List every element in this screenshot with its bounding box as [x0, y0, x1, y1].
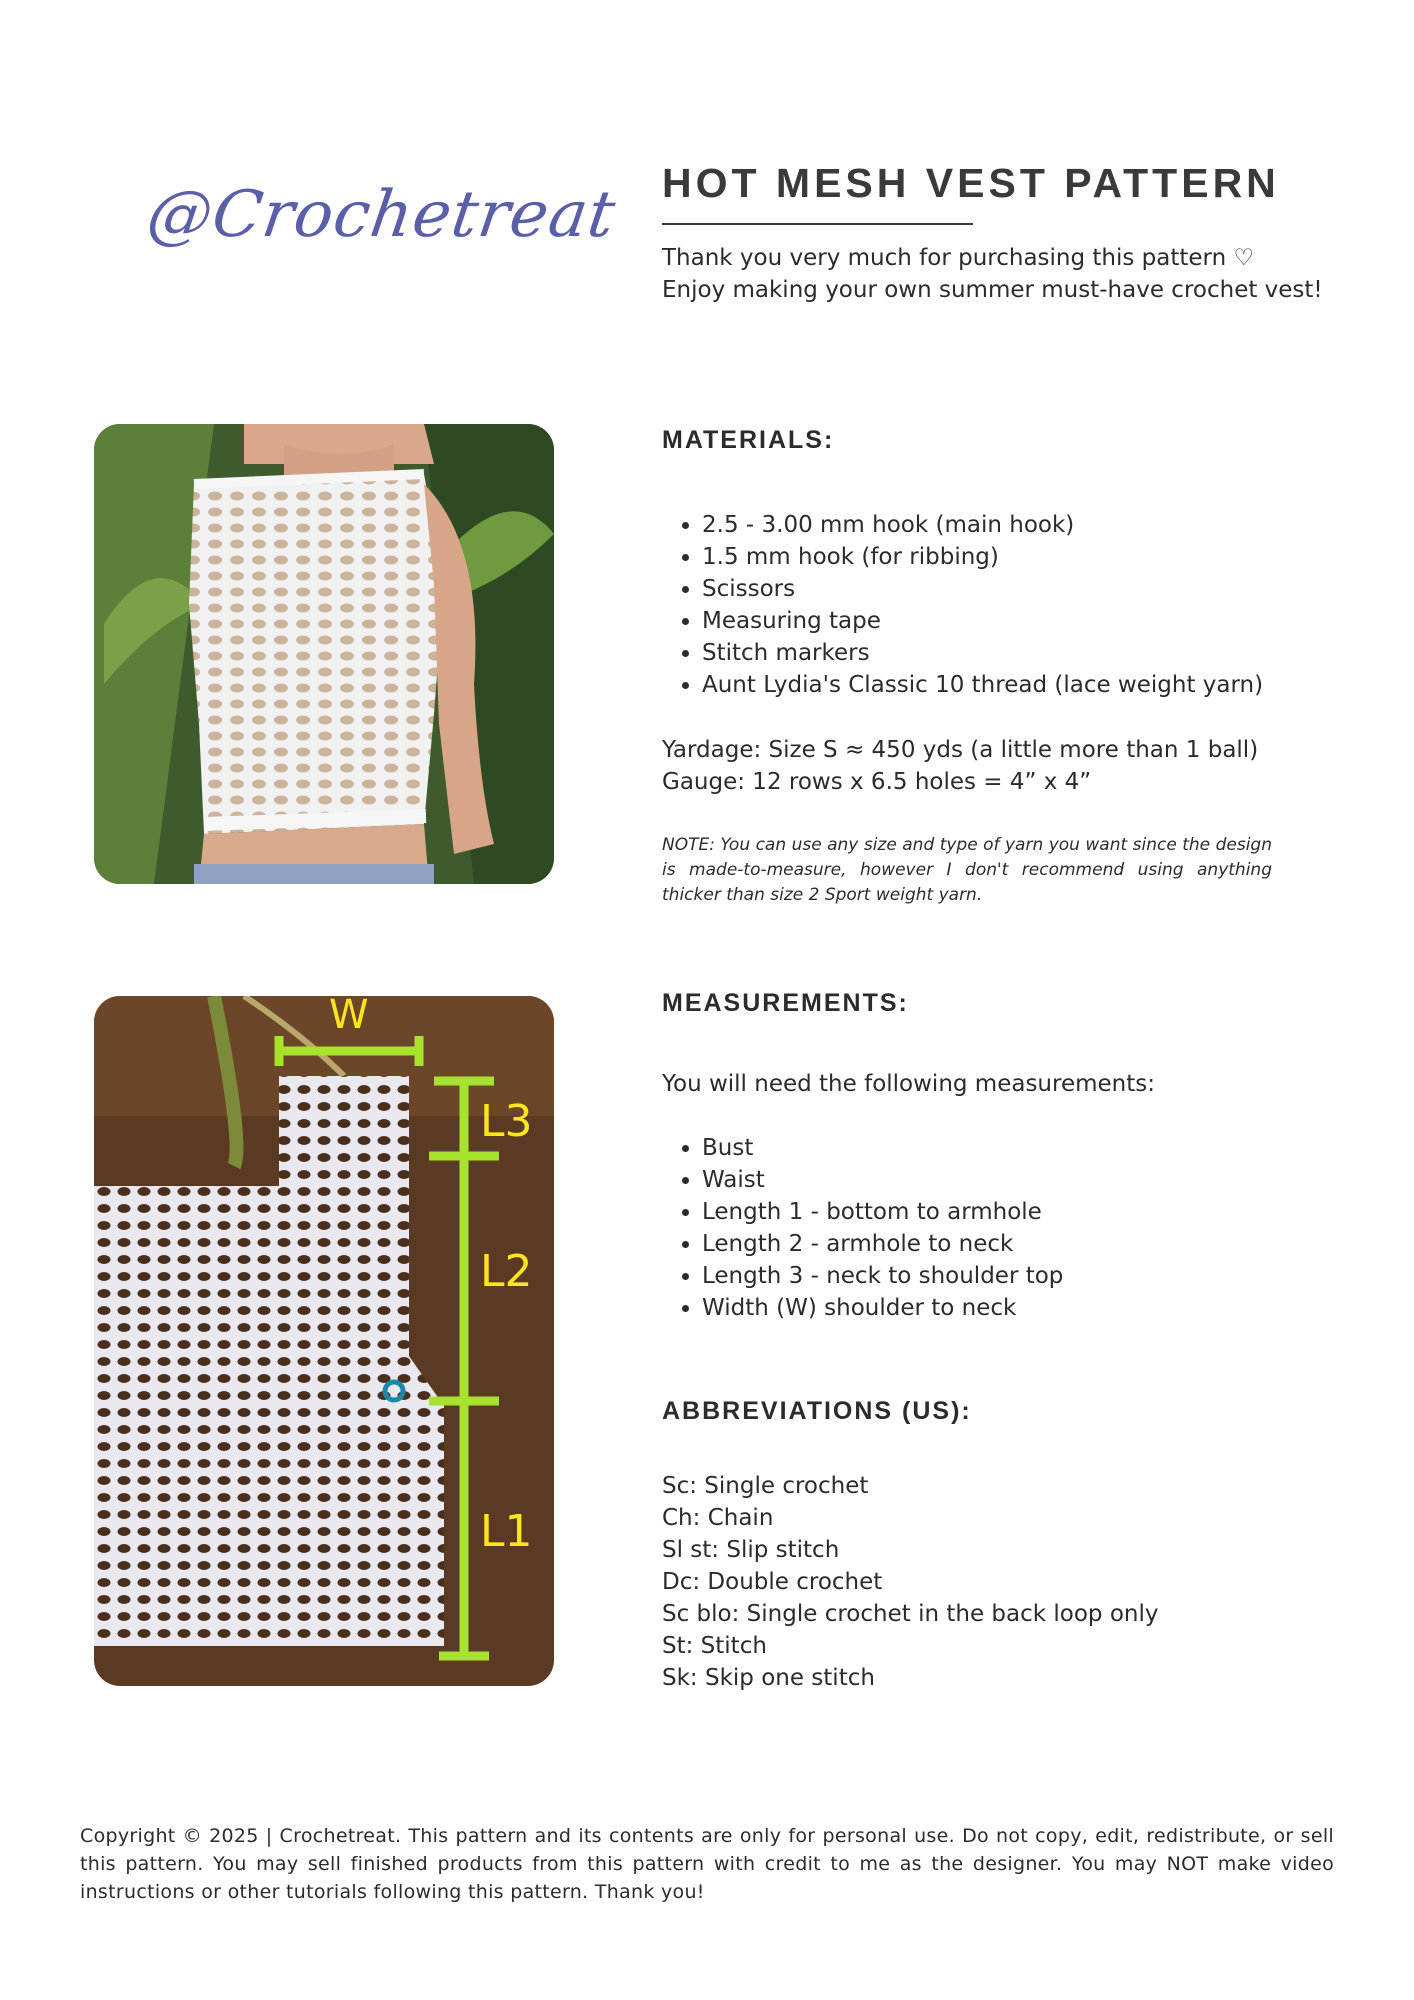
list-item: • Bust [702, 1132, 1063, 1164]
list-item: Ch: Chain [662, 1505, 774, 1531]
model-photo-illustration [94, 424, 554, 884]
list-item: Dc: Double crochet [662, 1569, 883, 1595]
materials-note: NOTE: You can use any size and type of yarn you want since the design is made-to-measure, however I don't recommend using anything thicker than size 2 Sport weight yarn. [662, 835, 1272, 905]
intro-text [662, 242, 1323, 306]
intro-line-1: Thank you very much for purchasing this pattern ♡ [662, 245, 1255, 271]
page-title: HOT MESH VEST PATTERN [662, 160, 1280, 206]
list-item: • Width (W) shoulder to neck [702, 1292, 1063, 1324]
list-item: Sc blo: Single crochet in the back loop only [662, 1601, 1159, 1627]
materials-list [662, 509, 1263, 701]
list-item: • Length 3 - neck to shoulder top [702, 1260, 1063, 1292]
list-item: • Length 1 - bottom to armhole [702, 1196, 1063, 1228]
label-l2: L2 [480, 1246, 533, 1297]
label-w: W [329, 996, 369, 1038]
list-item: • Scissors [702, 573, 1263, 605]
list-item: • Aunt Lydia's Classic 10 thread (lace weight yarn) [702, 669, 1263, 701]
list-item: • Measuring tape [702, 605, 1263, 637]
measurements-intro: You will need the following measurements: [662, 1071, 1155, 1097]
materials-heading: MATERIALS: [662, 426, 835, 454]
yardage-text: Yardage: Size S ≈ 450 yds (a little more than 1 ball) [662, 737, 1259, 763]
label-l3: L3 [480, 1096, 533, 1147]
list-item: • 1.5 mm hook (for ribbing) [702, 541, 1263, 573]
list-item: • Waist [702, 1164, 1063, 1196]
list-item: St: Stitch [662, 1633, 767, 1659]
title-underline [662, 223, 973, 225]
list-item: Sk: Skip one stitch [662, 1665, 875, 1691]
abbreviations-list [662, 1470, 1158, 1694]
list-item: Sl st: Slip stitch [662, 1537, 840, 1563]
gauge-text: Gauge: 12 rows x 6.5 holes = 4” x 4” [662, 769, 1092, 795]
list-item: • Length 2 - armhole to neck [702, 1228, 1063, 1260]
measurements-list [662, 1132, 1063, 1324]
intro-line-2: Enjoy making your own summer must-have crochet vest! [662, 277, 1323, 303]
brand-logo: @Crochetreat [142, 178, 621, 252]
abbreviations-heading: ABBREVIATIONS (US): [662, 1397, 972, 1425]
measurement-diagram [94, 996, 554, 1686]
measurement-diagram-photo [94, 996, 554, 1686]
list-item: Sc: Single crochet [662, 1473, 869, 1499]
list-item: • Stitch markers [702, 637, 1263, 669]
model-photo [94, 424, 554, 884]
list-item: • 2.5 - 3.00 mm hook (main hook) [702, 509, 1263, 541]
label-l1: L1 [480, 1506, 533, 1557]
measurements-heading: MEASUREMENTS: [662, 989, 909, 1017]
copyright-footer: Copyright © 2025 | Crochetreat. This pattern and its contents are only for personal use. Do not copy, edit, redistribute, or sell this pattern. You may sell finished products from this pattern with credit to me as the designer. You may NOT make video instructions or other tutorials following this pattern. Thank you! [80, 1825, 1334, 1903]
